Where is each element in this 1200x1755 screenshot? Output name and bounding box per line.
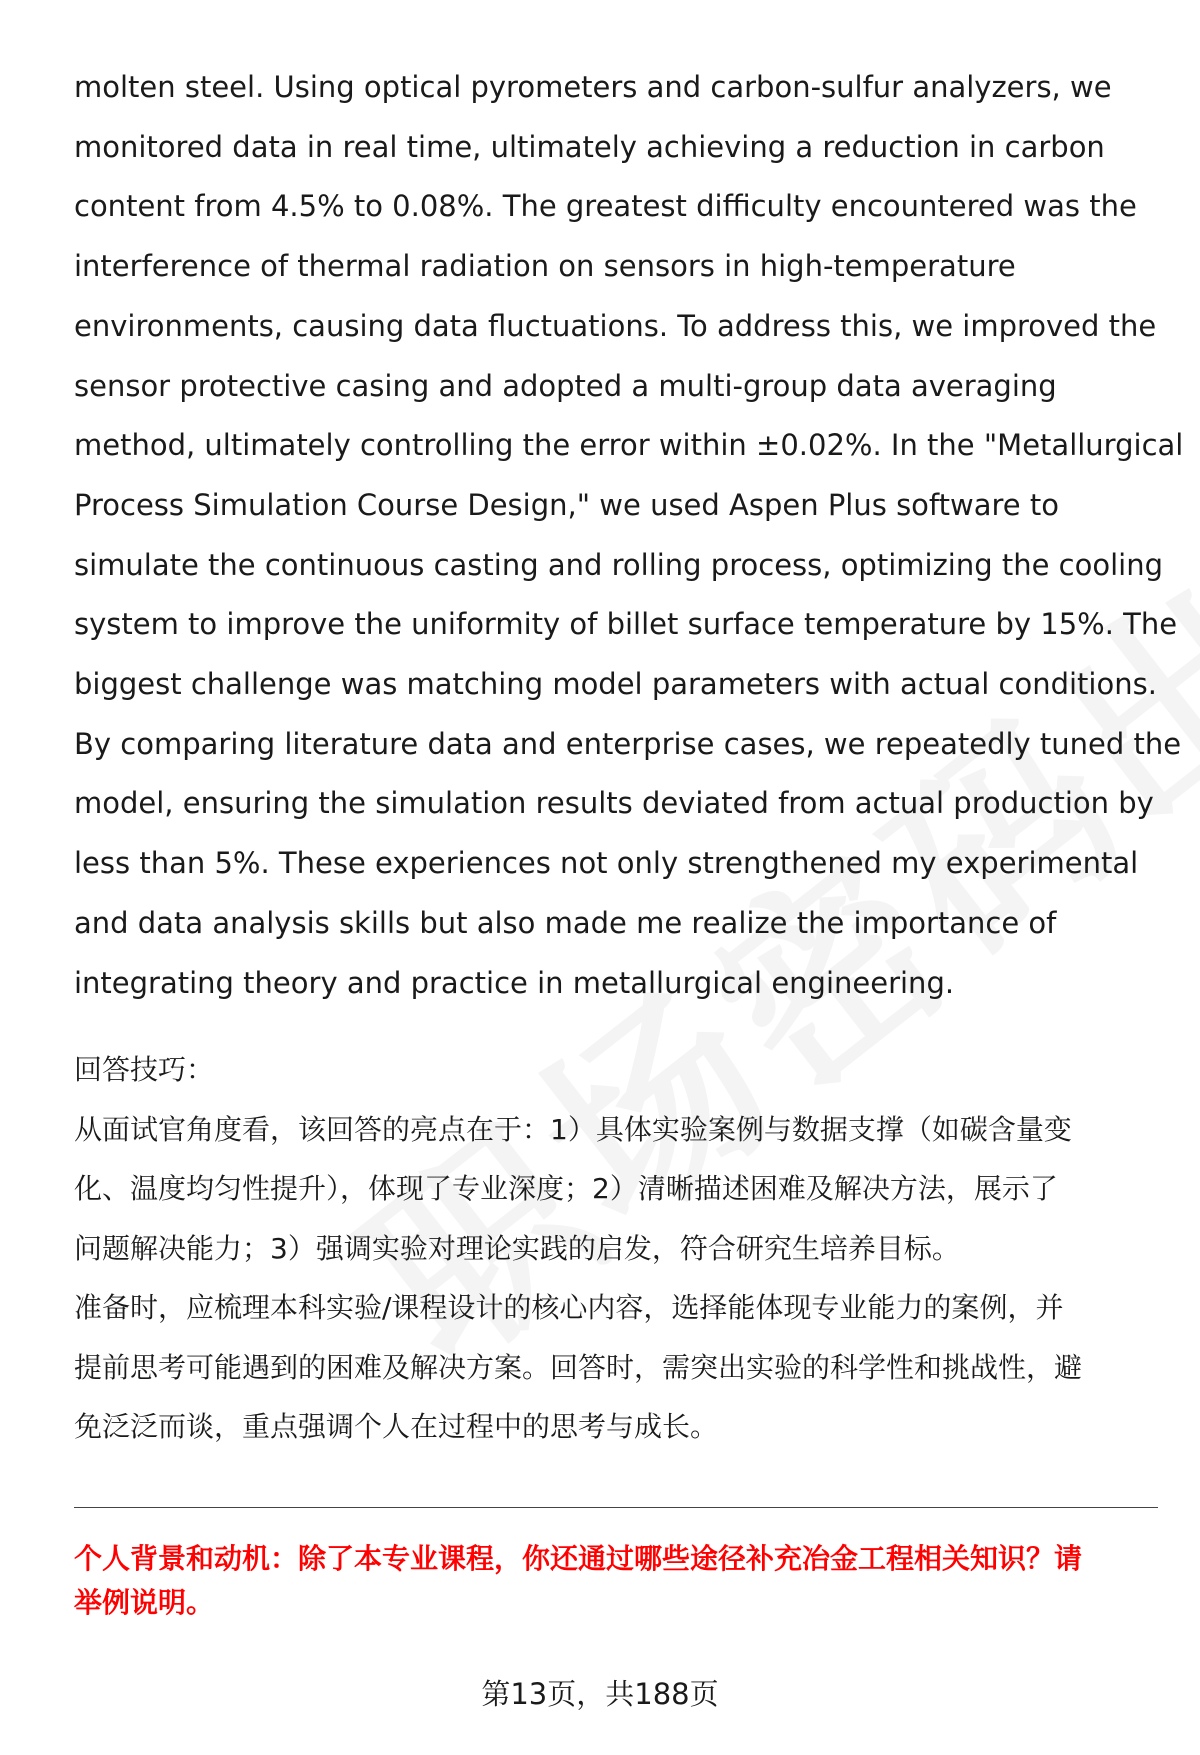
answer-line: less than 5%. These experiences not only strengthened my experimental — [74, 846, 1139, 881]
tips-heading: 回答技巧： — [74, 1053, 215, 1086]
question-line: 个人背景和动机：除了本专业课程，你还通过哪些途径补充冶金工程相关知识？请 — [74, 1542, 1083, 1575]
answer-line: content from 4.5% to 0.08%. The greatest difficulty encountered was the — [74, 189, 1137, 224]
tips-line: 问题解决能力；3）强调实验对理论实践的启发，符合研究生培养目标。 — [74, 1231, 960, 1265]
tips-line: 提前思考可能遇到的困难及解决方案。回答时，需突出实验的科学性和挑战性，避 — [74, 1350, 1083, 1384]
answer-line: biggest challenge was matching model parameters with actual conditions. — [74, 667, 1157, 702]
next-question — [74, 1537, 1164, 1625]
answer-line: interference of thermal radiation on sensors in high-temperature — [74, 249, 1016, 284]
answer-line: simulate the continuous casting and rolling process, optimizing the cooling — [74, 547, 1164, 582]
answer-body — [74, 58, 1184, 1013]
tips-line: 免泛泛而谈，重点强调个人在过程中的思考与成长。 — [74, 1410, 719, 1443]
answer-line: integrating theory and practice in metallurgical engineering. — [74, 965, 955, 1000]
tips-line: 准备时，应梳理本科实验/课程设计的核心内容，选择能体现专业能力的案例，并 — [74, 1291, 1064, 1324]
question-line: 举例说明。 — [74, 1586, 215, 1619]
answer-line: sensor protective casing and adopted a multi-group data averaging — [74, 368, 1057, 403]
answer-line: molten steel. Using optical pyrometers and carbon-sulfur analyzers, we — [74, 70, 1112, 104]
answer-line: system to improve the uniformity of billet surface temperature by 15%. The — [74, 607, 1178, 642]
tips-line: 从面试官角度看，该回答的亮点在于：1）具体实验案例与数据支撑（如碳含量变 — [74, 1112, 1072, 1146]
answer-line: method, ultimately controlling the error within ±0.02%. In the "Metallurgical — [74, 428, 1184, 463]
tips-line: 化、温度均匀性提升），体现了专业深度；2）清晰描述困难及解决方法，展示了 — [74, 1172, 1058, 1205]
answer-line: Process Simulation Course Design," we used Aspen Plus software to — [74, 487, 1059, 522]
answer-tips — [74, 1040, 1164, 1457]
answer-line: By comparing literature data and enterprise cases, we repeatedly tuned the — [74, 726, 1182, 761]
answer-line: monitored data in real time, ultimately achieving a reduction in carbon — [74, 129, 1105, 164]
section-divider — [74, 1507, 1158, 1508]
answer-line: environments, causing data fluctuations. To address this, we improved the — [74, 308, 1157, 343]
answer-line: model, ensuring the simulation results deviated from actual production by — [74, 786, 1154, 821]
page-number: 第13页，共188页 — [481, 1677, 719, 1711]
answer-line: and data analysis skills but also made me realize the importance of — [74, 905, 1057, 940]
